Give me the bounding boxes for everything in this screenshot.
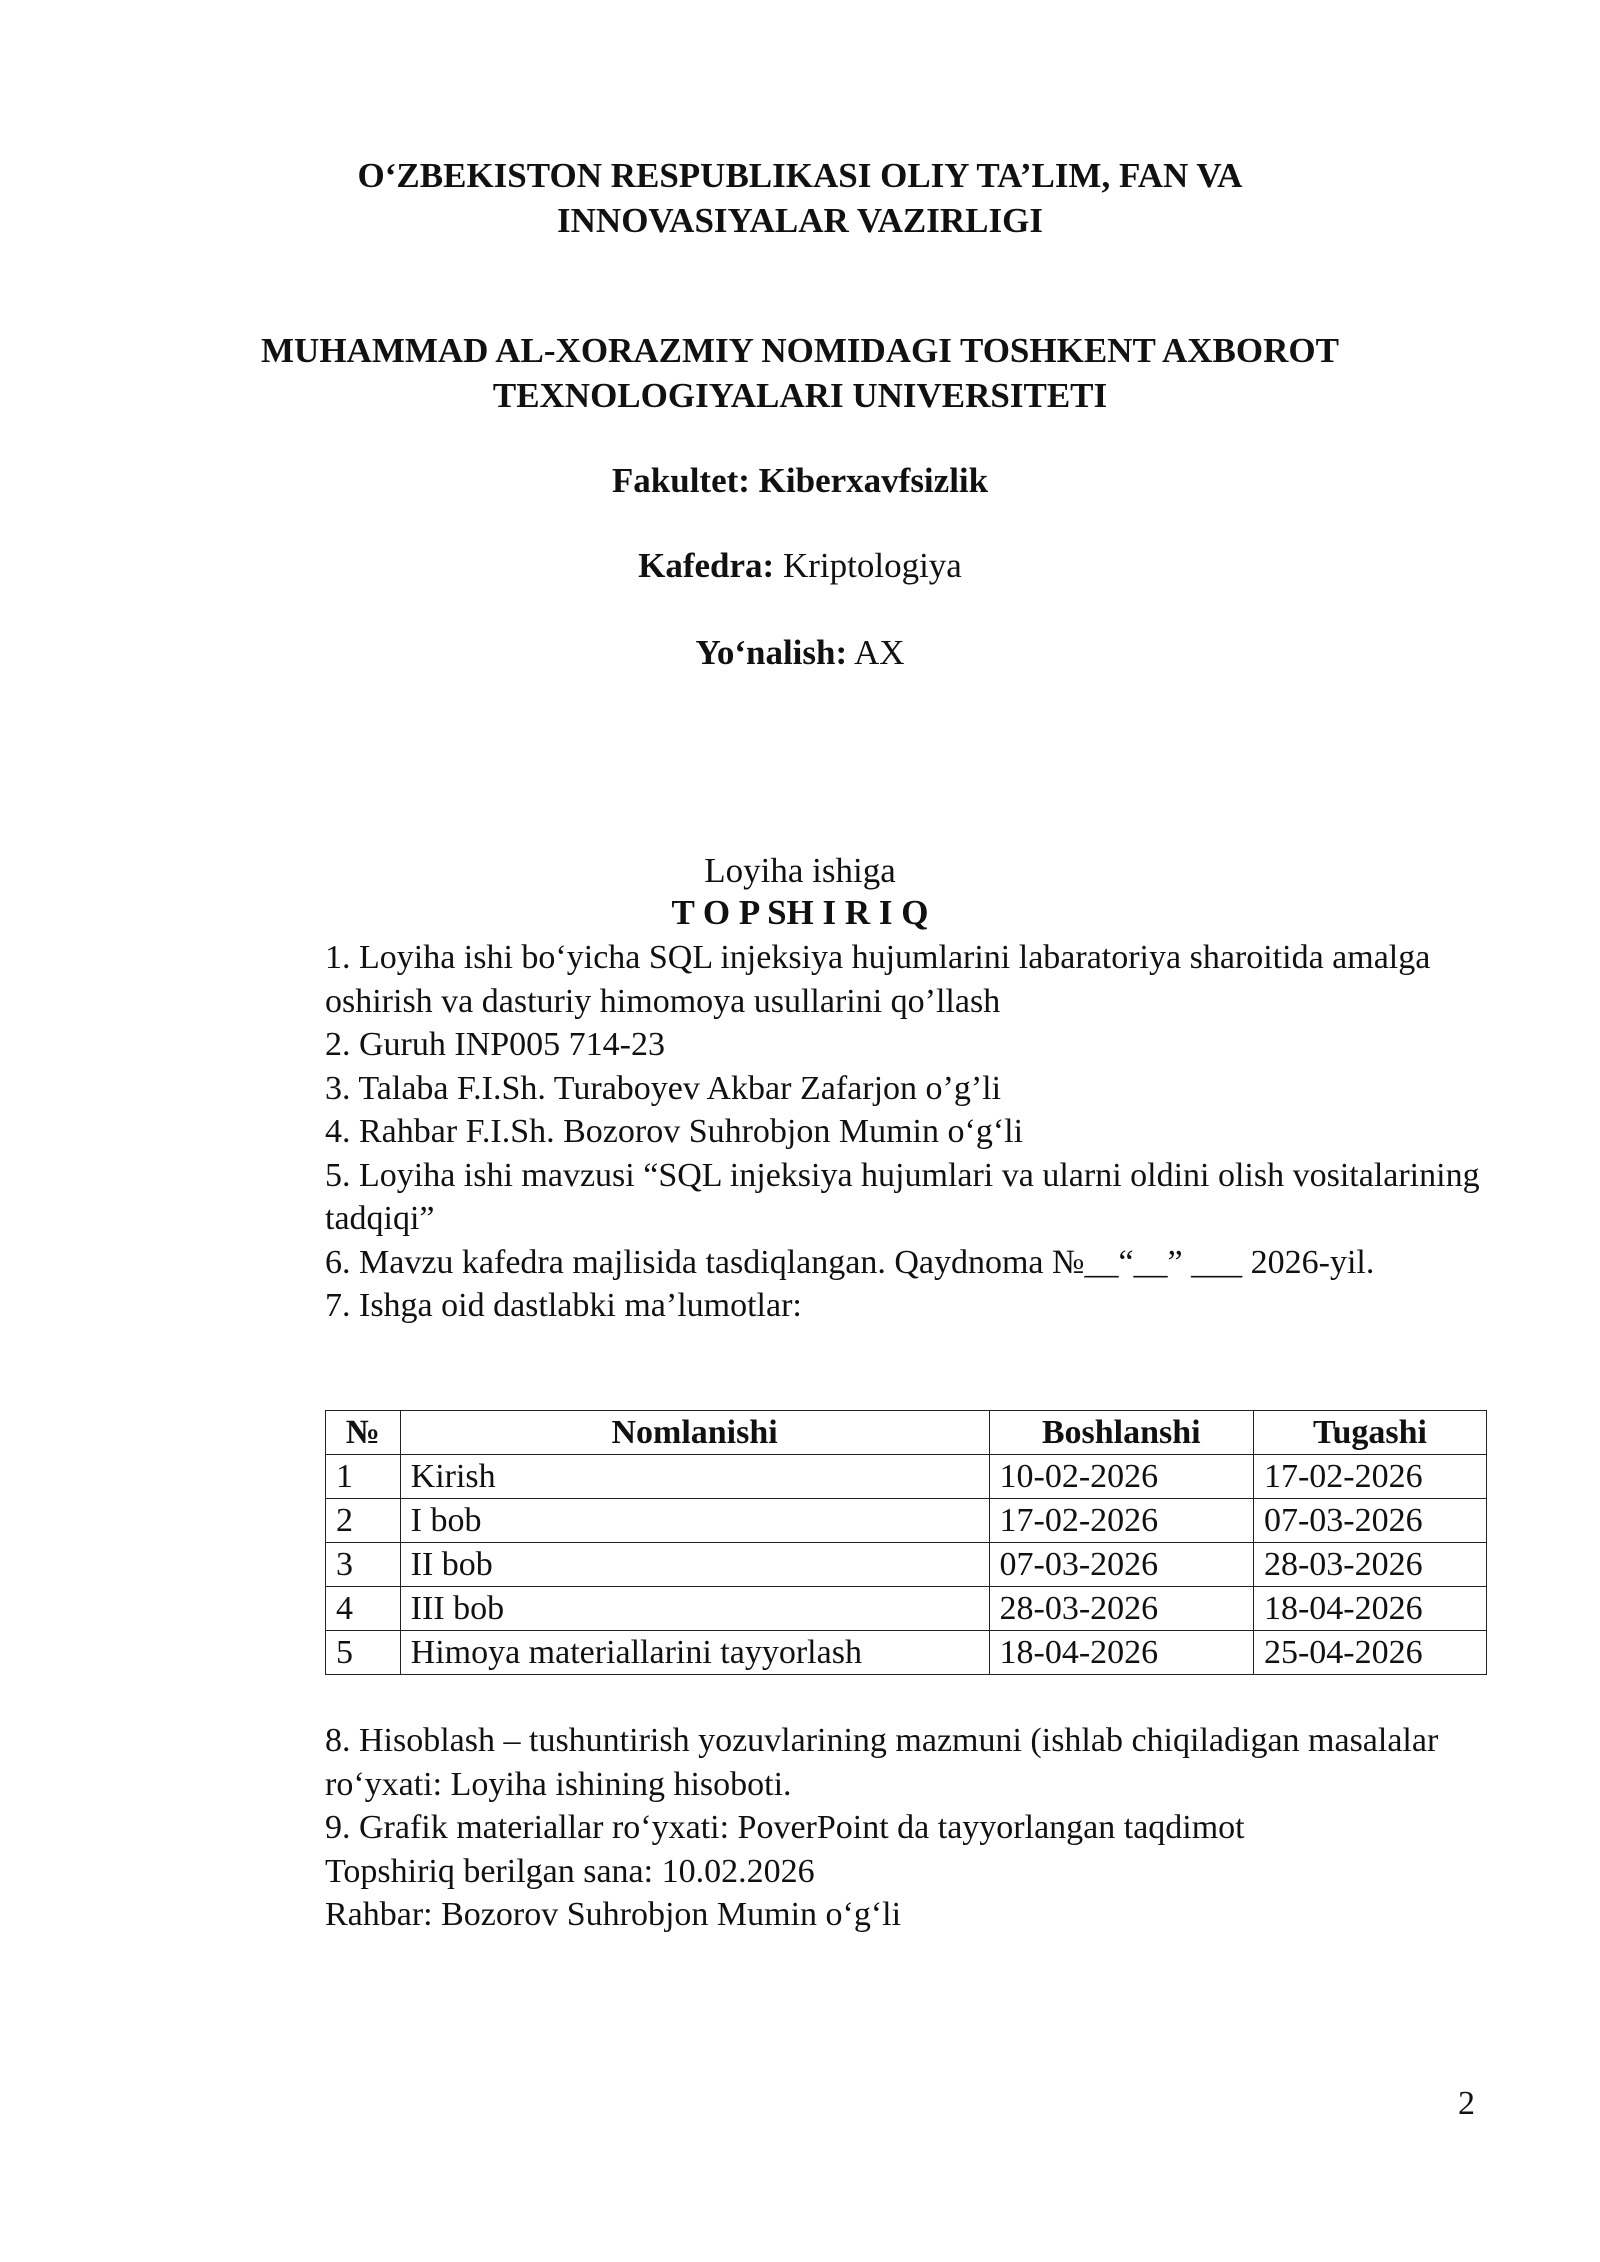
footer-item: 9. Grafik materiallar ro‘yxati: PoverPoint da tayyorlangan taqdimot — [325, 1809, 1245, 1846]
university-line-1: MUHAMMAD AL-XORAZMIY NOMIDAGI TOSHKENT AXBOROT — [261, 331, 1339, 370]
cell-end: 07-03-2026 — [1253, 1499, 1486, 1543]
table-row — [326, 1631, 1487, 1675]
direction-line — [0, 630, 1600, 675]
university-heading — [0, 328, 1600, 418]
assignment-items — [325, 936, 1485, 1328]
schedule-table — [325, 1410, 1487, 1675]
footer-item: 8. Hisoblash – tushuntirish yozuvlarining mazmuni (ishlab chiqiladigan masalalar ro‘yxati: Loyiha ishining hisoboti. — [325, 1722, 1439, 1803]
department-line — [0, 543, 1600, 588]
footer-item: Topshiriq berilgan sana: 10.02.2026 — [325, 1852, 815, 1890]
assignment-item: 2. Guruh INP005 714-23 — [325, 1026, 665, 1063]
cell-name: II bob — [400, 1543, 989, 1587]
assignment-item: 5. Loyiha ishi mavzusi “SQL injeksiya hujumlari va ularni oldini olish vositalarining tadqiqi” — [325, 1156, 1480, 1237]
cell-start: 10-02-2026 — [989, 1455, 1253, 1499]
assignment-title: T O P SH I R I Q — [671, 893, 929, 932]
header-end: Tugashi — [1253, 1411, 1486, 1455]
cell-number: 5 — [326, 1631, 401, 1675]
cell-name: I bob — [400, 1499, 989, 1543]
cell-end: 28-03-2026 — [1253, 1543, 1486, 1587]
assignment-item: 1. Loyiha ishi bo‘yicha SQL injeksiya hujumlarini labaratoriya sharoitida amalga oshirish va dasturiy himomoya usullarini qo’llash — [325, 939, 1431, 1020]
cell-end: 18-04-2026 — [1253, 1587, 1486, 1631]
cell-start: 17-02-2026 — [989, 1499, 1253, 1543]
header-name: Nomlanishi — [400, 1411, 989, 1455]
table-row — [326, 1587, 1487, 1631]
table-row — [326, 1499, 1487, 1543]
department-label: Kafedra: — [638, 546, 775, 585]
page-number: 2 — [1458, 2085, 1475, 2122]
cell-start: 07-03-2026 — [989, 1543, 1253, 1587]
cell-end: 25-04-2026 — [1253, 1631, 1486, 1675]
assignment-item: 3. Talaba F.I.Sh. Turaboyev Akbar Zafarjon o’g’li — [325, 1069, 1002, 1107]
header-number: № — [326, 1411, 401, 1455]
table-row — [326, 1455, 1487, 1499]
assignment-item: 6. Mavzu kafedra majlisida tasdiqlangan. Qaydnoma №__“__” ___ 2026-yil. — [325, 1243, 1375, 1281]
assignment-item: 7. Ishga oid dastlabki ma’lumotlar: — [325, 1287, 802, 1324]
faculty-label: Fakultet: Kiberxavfsizlik — [611, 461, 989, 500]
ministry-heading — [0, 153, 1600, 243]
cell-number: 4 — [326, 1587, 401, 1631]
header-start: Boshlanshi — [989, 1411, 1253, 1455]
ministry-line-1: O‘ZBEKISTON RESPUBLIKASI OLIY TA’LIM, FAN VA — [357, 156, 1243, 195]
university-line-2: TEXNOLOGIYALARI UNIVERSITETI — [492, 376, 1108, 415]
faculty-line — [0, 458, 1600, 503]
cell-start: 18-04-2026 — [989, 1631, 1253, 1675]
ministry-line-2: INNOVASIYALAR VAZIRLIGI — [557, 201, 1043, 240]
cell-number: 3 — [326, 1543, 401, 1587]
cell-name: III bob — [400, 1587, 989, 1631]
footer-item: Rahbar: Bozorov Suhrobjon Mumin o‘g‘li — [325, 1896, 902, 1933]
cell-end: 17-02-2026 — [1253, 1455, 1486, 1499]
direction-label: Yo‘nalish: — [695, 633, 848, 672]
table-header-row — [326, 1411, 1487, 1455]
direction-value: AX — [853, 633, 905, 672]
department-value: Kriptologiya — [782, 546, 962, 585]
assignment-item: 4. Rahbar F.I.Sh. Bozorov Suhrobjon Mumin o‘g‘li — [325, 1113, 1024, 1150]
assignment-subtitle: Loyiha ishiga — [704, 851, 896, 890]
cell-number: 1 — [326, 1455, 401, 1499]
table-row — [326, 1543, 1487, 1587]
cell-name: Kirish — [400, 1455, 989, 1499]
cell-number: 2 — [326, 1499, 401, 1543]
cell-start: 28-03-2026 — [989, 1587, 1253, 1631]
footer-items — [325, 1719, 1485, 1937]
cell-name: Himoya materiallarini tayyorlash — [400, 1631, 989, 1675]
